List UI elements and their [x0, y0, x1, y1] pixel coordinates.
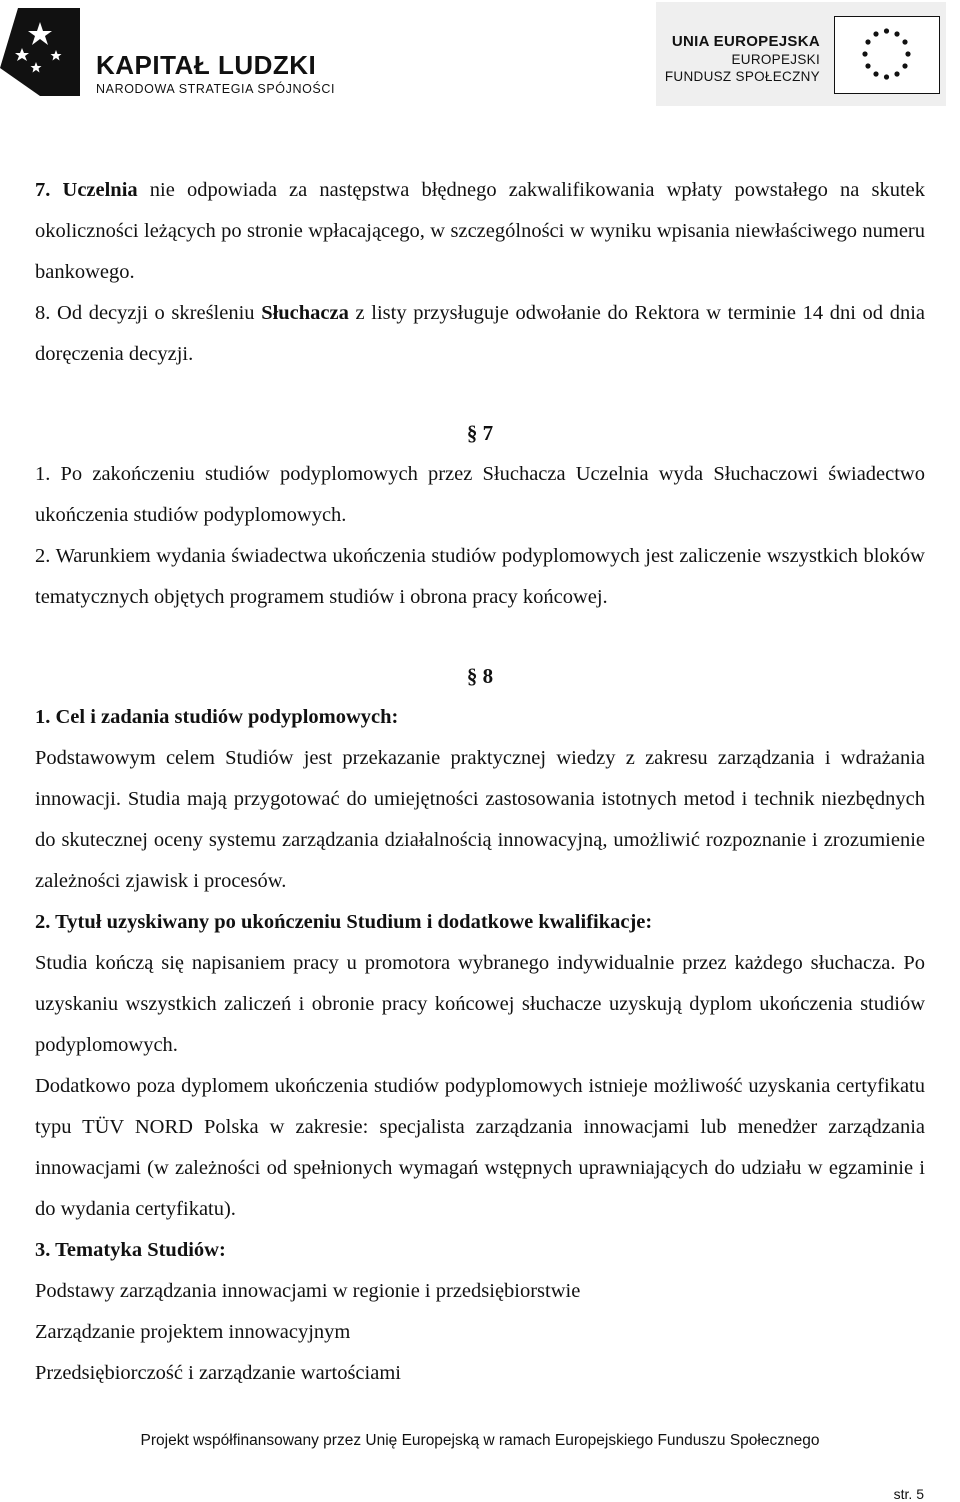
- page-header: [0, 0, 960, 110]
- footer-text: Projekt współfinansowany przez Unię Europejską w ramach Europejskiego Funduszu Społecznego: [140, 1432, 820, 1449]
- heading-2-body-2: Dodatkowo poza dyplomem ukończenia studiów podyplomowych istnieje możliwość uzyskania certyfikatu typu TÜV NORD Polska w zakresie: specjalista zarządzania innowacjami lub menedżer zarządzania innowacjami (w zależności od spełnionych wymagań wstępnych uprawniających do udziału w egzaminie i do wydania certyfikatu).: [35, 1075, 925, 1220]
- kapital-ludzki-subtitle: NARODOWA STRATEGIA SPÓJNOŚCI: [96, 82, 336, 96]
- kapital-ludzki-emblem-icon: [0, 8, 80, 96]
- heading-1-body: Podstawowym celem Studiów jest przekazanie praktycznej wiedzy z zakresu zarządzania i wdrażania innowacji. Studia mają przygotować do umiejętności zastosowania istotnych metod i technik niezbędnych do skutecznej oceny systemu zarządzania działalnością innowacyjną, umożliwić rozpoznanie i zrozumienie zależności zjawisk i procesów.: [35, 747, 925, 892]
- heading-3: [35, 1230, 925, 1271]
- paragraph-7-text: nie odpowiada za następstwa błędnego zakwalifikowania wpłaty powstałego na skutek okoliczności leżących po stronie wpłacającego, w szczególności w wyniku wpisania niewłaściwego numeru bankowego.: [35, 179, 926, 283]
- eu-fund-logo: [656, 2, 946, 106]
- section-7-point-1: 1. Po zakończeniu studiów podyplomowych przez Słuchacza Uczelnia wyda Słuchaczowi świadectwo ukończenia studiów podyplomowych.: [35, 463, 925, 526]
- kapital-ludzki-logo: [0, 8, 340, 98]
- paragraph-7: [35, 170, 925, 293]
- paragraph-7-bold: Uczelnia: [62, 179, 138, 201]
- heading-1-text: 1. Cel i zadania studiów podyplomowych:: [35, 706, 399, 728]
- topic-item: Podstawy zarządzania innowacjami w regionie i przedsiębiorstwie: [35, 1280, 581, 1302]
- paragraph-7-number: 7.: [35, 179, 51, 201]
- eu-logo-line3: FUNDUSZ SPOŁECZNY: [664, 69, 820, 84]
- paragraph-8: [35, 293, 925, 375]
- heading-1: [35, 697, 925, 738]
- section-8-heading: § 8: [466, 664, 494, 688]
- heading-2-body-1: Studia kończą się napisaniem pracy u promotora wybranego indywidualnie przez każdego słuchacza. Po uzyskaniu wszystkich zaliczeń i obronie pracy końcowej słuchacze uzyskują dyplom ukończenia studiów podyplomowych.: [35, 952, 925, 1056]
- eu-logo-line2: EUROPEJSKI: [731, 52, 820, 67]
- eu-flag-icon: [834, 16, 940, 94]
- eu-logo-line1: UNIA EUROPEJSKA: [671, 33, 820, 50]
- section-7-heading: § 7: [466, 421, 494, 445]
- heading-3-text: 3. Tematyka Studiów:: [35, 1239, 226, 1261]
- topic-item: Przedsiębiorczość i zarządzanie wartościami: [35, 1362, 401, 1384]
- kapital-ludzki-title: KAPITAŁ LUDZKI: [96, 50, 317, 80]
- page-number: str. 5: [893, 1486, 924, 1502]
- topic-item: Zarządzanie projektem innowacyjnym: [35, 1321, 351, 1343]
- eu-stars-icon: [835, 17, 938, 92]
- heading-2: [35, 902, 925, 943]
- paragraph-8-post: z listy przysługuje odwołanie do Rektora w terminie 14 dni od dnia doręczenia decyzji.: [35, 302, 925, 365]
- paragraph-8-pre: 8. Od decyzji o skreśleniu: [35, 302, 262, 324]
- document-body: [35, 170, 925, 1394]
- section-7-point-2: 2. Warunkiem wydania świadectwa ukończenia studiów podyplomowych jest zaliczenie wszystkich bloków tematycznych objętych programem studiów i obrona pracy końcowej.: [35, 545, 925, 608]
- eu-logo-text: [665, 32, 820, 85]
- paragraph-8-bold: Słuchacza: [261, 302, 349, 324]
- heading-2-text: 2. Tytuł uzyskiwany po ukończeniu Studium i dodatkowe kwalifikacje:: [35, 911, 653, 933]
